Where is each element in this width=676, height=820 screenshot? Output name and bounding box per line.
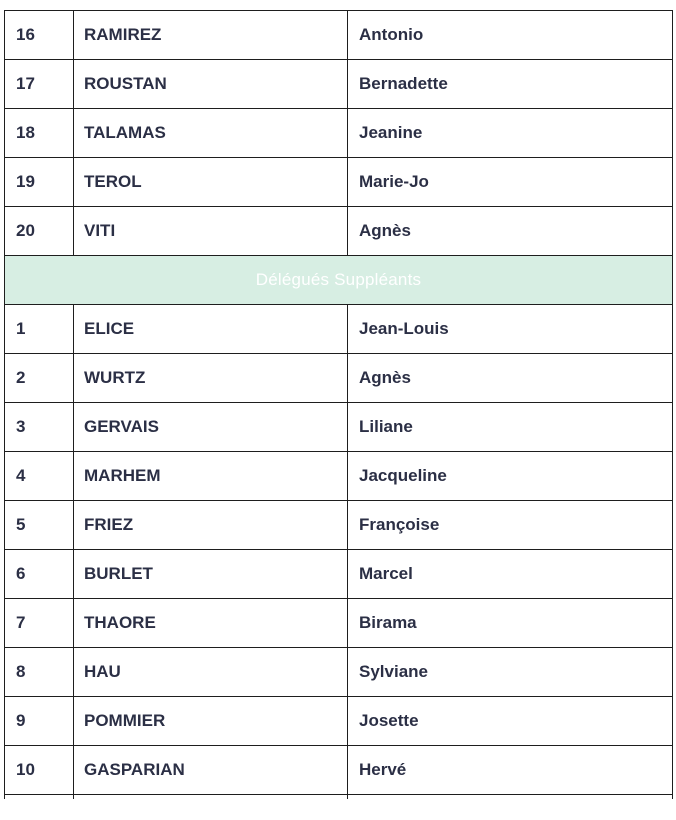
row-number-cell: 17 (5, 60, 74, 109)
section-title: Délégués Suppléants (5, 256, 673, 305)
first-name-cell: Josette (348, 697, 673, 746)
last-name-cell: HAU (74, 648, 348, 697)
last-name-cell: POMMIER (74, 697, 348, 746)
table-row (5, 550, 673, 599)
table-row (5, 11, 673, 60)
empty-cell (74, 795, 348, 799)
delegates-table-body (5, 11, 673, 799)
last-name-cell: TEROL (74, 158, 348, 207)
table-row-continuation (5, 795, 673, 799)
first-name-cell: Antonio (348, 11, 673, 60)
first-name-cell: Jacqueline (348, 452, 673, 501)
document-page (4, 10, 672, 799)
row-number-cell: 4 (5, 452, 74, 501)
row-number-cell: 18 (5, 109, 74, 158)
first-name-cell: Liliane (348, 403, 673, 452)
table-row (5, 697, 673, 746)
first-name-cell: Jeanine (348, 109, 673, 158)
first-name-cell: Bernadette (348, 60, 673, 109)
last-name-cell: VITI (74, 207, 348, 256)
first-name-cell: Marcel (348, 550, 673, 599)
delegates-table (4, 10, 673, 799)
last-name-cell: ROUSTAN (74, 60, 348, 109)
table-row (5, 305, 673, 354)
row-number-cell: 20 (5, 207, 74, 256)
table-row (5, 158, 673, 207)
table-row (5, 501, 673, 550)
row-number-cell: 16 (5, 11, 74, 60)
table-row (5, 109, 673, 158)
table-row (5, 746, 673, 795)
last-name-cell: GERVAIS (74, 403, 348, 452)
row-number-cell: 8 (5, 648, 74, 697)
table-row (5, 648, 673, 697)
first-name-cell: Hervé (348, 746, 673, 795)
table-row (5, 403, 673, 452)
first-name-cell: Marie-Jo (348, 158, 673, 207)
row-number-cell: 3 (5, 403, 74, 452)
table-row (5, 60, 673, 109)
table-row (5, 599, 673, 648)
last-name-cell: THAORE (74, 599, 348, 648)
first-name-cell: Agnès (348, 207, 673, 256)
empty-cell (5, 795, 74, 799)
row-number-cell: 10 (5, 746, 74, 795)
first-name-cell: Françoise (348, 501, 673, 550)
section-header-row (5, 256, 673, 305)
row-number-cell: 6 (5, 550, 74, 599)
table-row (5, 354, 673, 403)
row-number-cell: 9 (5, 697, 74, 746)
table-row (5, 452, 673, 501)
last-name-cell: RAMIREZ (74, 11, 348, 60)
first-name-cell: Birama (348, 599, 673, 648)
row-number-cell: 19 (5, 158, 74, 207)
first-name-cell: Jean-Louis (348, 305, 673, 354)
last-name-cell: TALAMAS (74, 109, 348, 158)
last-name-cell: GASPARIAN (74, 746, 348, 795)
table-row (5, 207, 673, 256)
row-number-cell: 1 (5, 305, 74, 354)
last-name-cell: MARHEM (74, 452, 348, 501)
last-name-cell: WURTZ (74, 354, 348, 403)
row-number-cell: 5 (5, 501, 74, 550)
last-name-cell: ELICE (74, 305, 348, 354)
empty-cell (348, 795, 673, 799)
row-number-cell: 2 (5, 354, 74, 403)
first-name-cell: Sylviane (348, 648, 673, 697)
row-number-cell: 7 (5, 599, 74, 648)
last-name-cell: FRIEZ (74, 501, 348, 550)
last-name-cell: BURLET (74, 550, 348, 599)
first-name-cell: Agnès (348, 354, 673, 403)
